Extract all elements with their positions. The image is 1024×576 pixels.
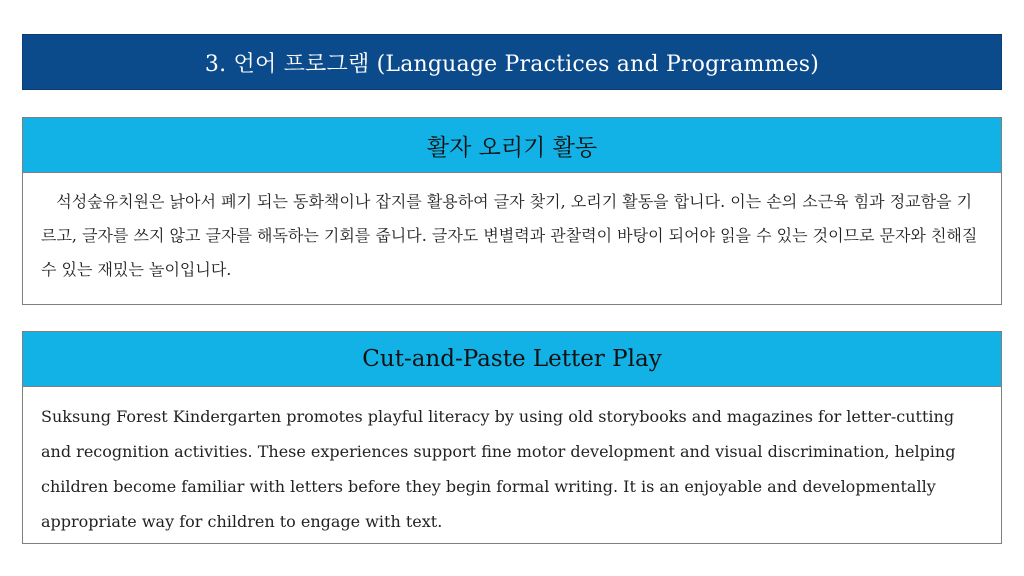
section-korean-body: 석성숲유치원은 낡아서 폐기 되는 동화책이나 잡지를 활용하여 글자 찾기, 오리기 활동을 합니다. 이는 손의 소근육 힘과 정교함을 기르고, 글자를 쓰지 않고 글자를 해독하는 기회를 줍니다. 글자도 변별력과 관찰력이 바탕이 되어야 읽을 수 있는 것이므로 문자와 친해질 수 있는 재밌는 놀이입니다. [41,192,983,279]
section-english-header [23,332,1001,387]
section-english-body: Suksung Forest Kindergarten promotes playful literacy by using old storybooks and magazines for letter-cutting and recognition activities. These experiences support fine motor development and visual discrimination, helping children become familiar with letters before they begin formal writing. It is an enjoyable and developmentally appropriate way for children to engage with text. [41,407,956,531]
section-korean-header [23,118,1001,173]
page-title-bar [22,34,1002,90]
section-english [22,331,1002,544]
section-korean-title: 활자 오리기 활동 [426,134,598,161]
section-english-title: Cut-and-Paste Letter Play [362,346,662,372]
page-title: 3. 언어 프로그램 (Language Practices and Programmes) [204,51,820,77]
section-korean [22,117,1002,305]
